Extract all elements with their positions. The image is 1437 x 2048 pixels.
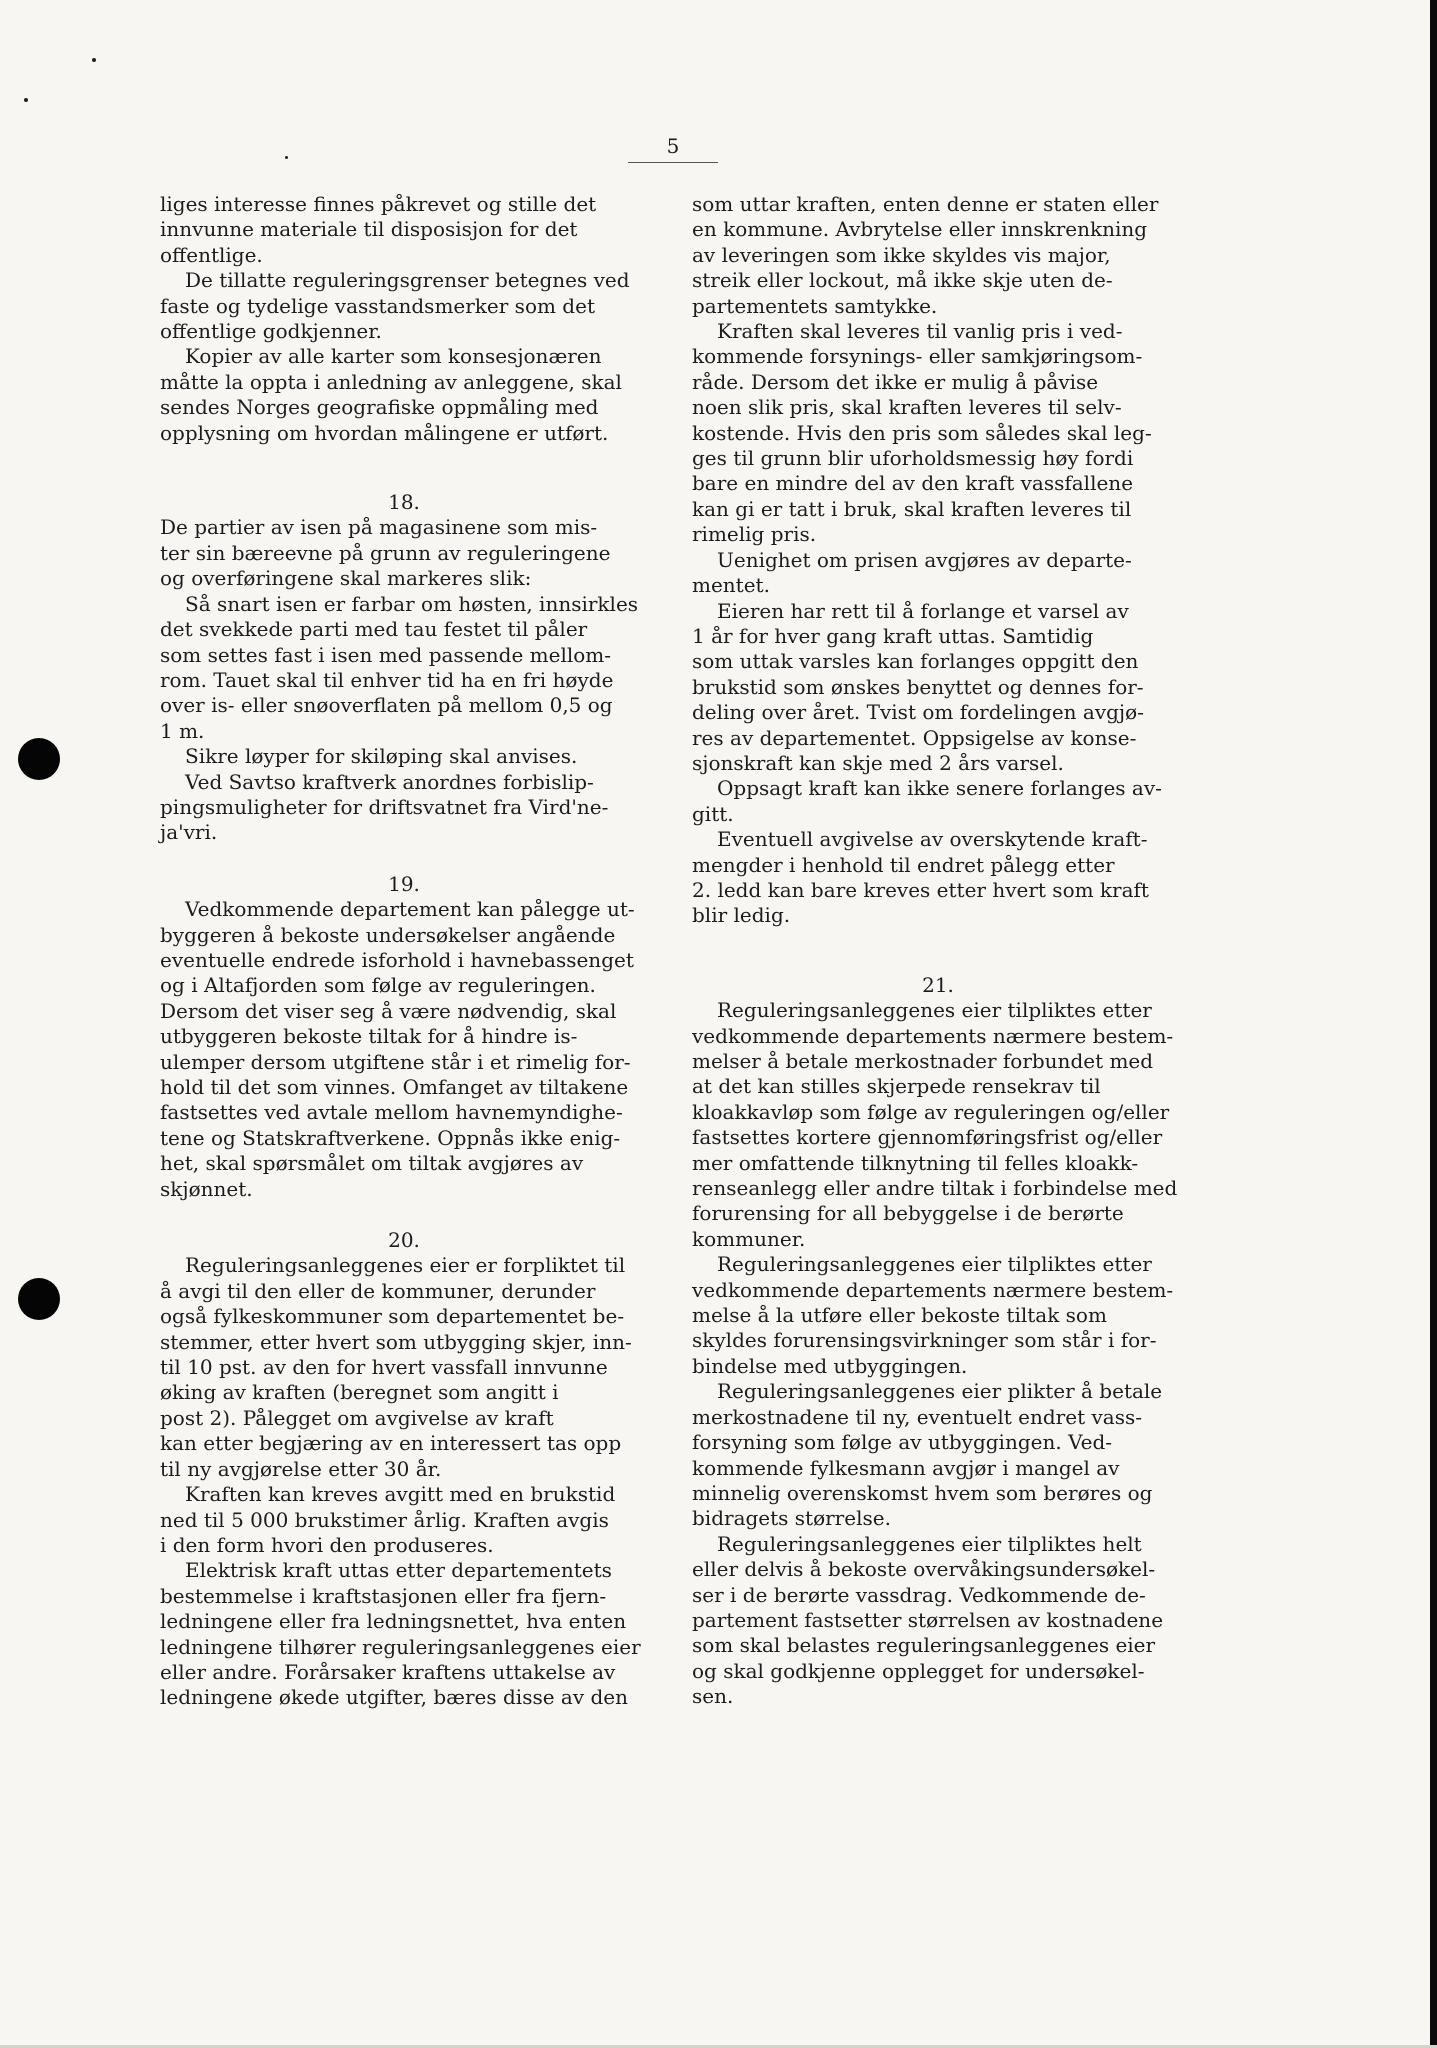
text-line: gitt.: [692, 801, 734, 826]
section-number: 18.: [388, 490, 420, 515]
text-line: mentet.: [692, 573, 770, 598]
text-line: Elektrisk kraft uttas etter departementets: [185, 1558, 612, 1583]
text-line: innvunne materiale til disposisjon for det: [160, 217, 578, 242]
paragraph: [160, 770, 648, 846]
text-line: og overføringene skal markeres slik:: [160, 566, 532, 591]
paragraph: [692, 192, 1184, 319]
text-line: pingsmuligheter for driftsvatnet fra Vird'ne-: [160, 794, 609, 819]
text-line: kostende. Hvis den pris som således skal leg-: [692, 420, 1152, 445]
scan-edge: [1430, 0, 1437, 2048]
text-line: ulemper dersom utgiftene står i et rimelig for-: [160, 1049, 631, 1074]
text-line: bidragets størrelse.: [692, 1506, 891, 1531]
text-line: Kraften skal leveres til vanlig pris i ved-: [717, 319, 1123, 344]
text-line: som skal belastes reguleringsanleggenes eier: [692, 1633, 1156, 1658]
text-line: kommende forsynings- eller samkjøringsom-: [692, 344, 1143, 369]
text-line: over is- eller snøoverflaten på mellom 0,5 og: [160, 693, 613, 718]
text-line: opplysning om hvordan målingene er utført.: [160, 420, 609, 445]
text-line: res av departementet. Oppsigelse av konse-: [692, 725, 1137, 750]
text-line: Reguleringsanleggenes eier plikter å betale: [717, 1379, 1163, 1404]
scan-speck: [24, 98, 28, 102]
text-line: melser å betale merkostnader forbundet med: [692, 1049, 1154, 1073]
text-line: byggeren å bekoste undersøkelser angående: [160, 922, 616, 947]
text-line: brukstid som ønskes benyttet og dennes for-: [692, 674, 1144, 699]
text-line: som uttak varsles kan forlanges oppgitt den: [692, 649, 1139, 674]
text-line: partement fastsetter størrelsen av kostnadene: [692, 1607, 1164, 1632]
text-line: til 10 pst. av den for hvert vassfall innvunne: [160, 1355, 608, 1380]
text-line: mer omfattende tilknytning til felles kloakk-: [692, 1150, 1139, 1175]
text-line: ledningene økede utgifter, bæres disse av den: [160, 1685, 629, 1710]
text-line: det svekkede parti med tau festet til påler: [160, 617, 588, 642]
text-line: bindelse med utbyggingen.: [692, 1353, 968, 1378]
text-line: ledningene eller fra ledningsnettet, hva enten: [160, 1609, 627, 1634]
text-line: øking av kraften (beregnet som angitt i: [160, 1380, 559, 1405]
paragraph: [160, 515, 648, 591]
paragraph: [160, 1253, 648, 1482]
paragraph: [692, 1252, 1184, 1379]
paragraph: [692, 599, 1184, 777]
text-line: som settes fast i isen med passende mellom-: [160, 642, 612, 667]
text-line: kan etter begjæring av en interessert tas opp: [160, 1431, 622, 1456]
paragraph: [160, 744, 648, 769]
page-number: 5: [628, 134, 718, 163]
text-line: Kopier av alle karter som konsesjonæren: [185, 344, 602, 369]
text-line: sendes Norges geografiske oppmåling med: [160, 395, 599, 420]
text-line: kan gi er tatt i bruk, skal kraften leveres til: [692, 496, 1132, 521]
text-line: vedkommende departements nærmere bestem-: [692, 1277, 1174, 1302]
right-column: [692, 192, 1184, 1710]
scan-speck: [92, 58, 96, 62]
text-line: ges til grunn blir uforholdsmessig høy fordi: [692, 446, 1134, 471]
text-line: hold til det som vinnes. Omfanget av tiltakene: [160, 1075, 629, 1099]
text-line: tene og Statskraftverkene. Oppnås ikke enig-: [160, 1125, 621, 1150]
text-line: 1 m.: [160, 718, 205, 743]
text-line: eller andre. Forårsaker kraftens uttakelse av: [160, 1659, 616, 1684]
text-line: het, skal spørsmålet om tiltak avgjøres av: [160, 1151, 584, 1176]
paragraph: [160, 344, 648, 446]
text-line: eller delvis å bekoste overvåkingsundersøkel-: [692, 1557, 1156, 1582]
scan-speck: [285, 156, 288, 159]
text-line: at det kan stilles skjerpede rensekrav til: [692, 1074, 1101, 1099]
text-line: Sikre løyper for skiløping skal anvises.: [185, 744, 578, 769]
text-line: bestemmelse i kraftstasjonen eller fra fjern-: [160, 1583, 607, 1608]
text-line: minnelig overenskomst hvem som berøres og: [692, 1480, 1153, 1505]
text-line: post 2). Pålegget om avgivelse av kraft: [160, 1405, 554, 1430]
text-line: 1 år for hver gang kraft uttas. Samtidig: [692, 623, 1094, 648]
text-line: Oppsagt kraft kan ikke senere forlanges av-: [717, 776, 1162, 801]
text-line: stemmer, etter hvert som utbygging skjer, inn-: [160, 1329, 632, 1354]
text-line: av leveringen som ikke skyldes vis major,: [692, 242, 1111, 267]
paragraph: [692, 548, 1184, 599]
text-line: rimelig pris.: [692, 522, 817, 547]
paragraph: [692, 998, 1184, 1252]
text-line: også fylkeskommuner som departementet be-: [160, 1304, 625, 1329]
text-line: ja'vri.: [160, 820, 218, 845]
paragraph: [692, 1532, 1184, 1710]
left-column: [160, 192, 648, 1711]
text-line: sjonskraft kan skje med 2 års varsel.: [692, 750, 1064, 775]
text-line: å avgi til den eller de kommuner, derunder: [160, 1278, 596, 1303]
text-line: skjønnet.: [160, 1176, 253, 1201]
text-line: Ved Savtso kraftverk anordnes forbislip-: [185, 769, 594, 794]
paragraph: [692, 776, 1184, 827]
text-line: liges interesse finnes påkrevet og stille det: [160, 192, 597, 216]
text-line: fastsettes ved avtale mellom havnemyndighe-: [160, 1100, 623, 1125]
text-line: streik eller lockout, må ikke skje uten de-: [692, 268, 1113, 293]
text-line: ser i de berørte vassdrag. Vedkommende de-: [692, 1582, 1146, 1607]
text-line: Reguleringsanleggenes eier tilpliktes etter: [717, 1252, 1152, 1277]
paragraph: [160, 1558, 648, 1710]
text-line: offentlige.: [160, 242, 263, 267]
text-line: i den form hvori den produseres.: [160, 1532, 494, 1557]
section-number: 21.: [922, 972, 954, 997]
text-line: ned til 5 000 brukstimer årlig. Kraften avgis: [160, 1507, 609, 1532]
text-line: forsyning som følge av utbyggingen. Ved-: [692, 1430, 1113, 1455]
text-line: Kraften kan kreves avgitt med en brukstid: [185, 1482, 616, 1507]
text-line: sen.: [692, 1684, 734, 1709]
text-line: rom. Tauet skal til enhver tid ha en fri høyde: [160, 667, 614, 692]
paragraph: [692, 827, 1184, 929]
section-number: 19.: [388, 871, 420, 896]
text-line: De partier av isen på magasinene som mis-: [160, 515, 598, 540]
punch-hole: [18, 1278, 60, 1320]
paragraph: [160, 1482, 648, 1558]
text-line: faste og tydelige vasstandsmerker som det: [160, 293, 595, 318]
text-line: ledningene tilhører reguleringsanleggenes eier: [160, 1634, 641, 1659]
punch-hole: [18, 738, 60, 780]
text-line: Eieren har rett til å forlange et varsel av: [717, 598, 1129, 623]
text-line: partementets samtykke.: [692, 293, 938, 318]
text-line: fastsettes kortere gjennomføringsfrist og/eller: [692, 1125, 1163, 1150]
text-line: 2. ledd kan bare kreves etter hvert som kraft: [692, 877, 1149, 902]
text-line: Eventuell avgivelse av overskytende kraft-: [717, 827, 1148, 852]
paragraph: [160, 192, 648, 268]
text-line: Reguleringsanleggenes eier tilpliktes etter: [717, 998, 1152, 1023]
text-line: Så snart isen er farbar om høsten, innsirkles: [185, 591, 639, 616]
text-line: Reguleringsanleggenes eier er forpliktet til: [185, 1253, 626, 1278]
text-line: Reguleringsanleggenes eier tilpliktes helt: [717, 1531, 1142, 1556]
text-line: en kommune. Avbrytelse eller innskrenkning: [692, 217, 1148, 242]
text-line: kloakkavløp som følge av reguleringen og/eller: [692, 1099, 1170, 1124]
text-line: De tillatte reguleringsgrenser betegnes ved: [185, 268, 630, 293]
text-line: skyldes forurensingsvirkninger som står i for-: [692, 1328, 1157, 1353]
text-line: bare en mindre del av den kraft vassfallene: [692, 471, 1134, 496]
section-number: 20.: [388, 1228, 420, 1253]
text-line: utbyggeren bekoste tiltak for å hindre is-: [160, 1024, 578, 1049]
text-line: og i Altafjorden som følge av reguleringen.: [160, 973, 596, 998]
text-line: merkostnadene til ny, eventuelt endret vass-: [692, 1404, 1142, 1429]
text-line: renseanlegg eller andre tiltak i forbindelse med: [692, 1176, 1178, 1201]
text-line: ter sin bæreevne på grunn av reguleringene: [160, 540, 611, 565]
text-line: vedkommende departements nærmere bestem-: [692, 1023, 1174, 1048]
text-line: kommende fylkesmann avgjør i mangel av: [692, 1455, 1120, 1480]
text-line: offentlige godkjenner.: [160, 319, 382, 344]
text-line: måtte la oppta i anledning av anleggene, skal: [160, 369, 622, 394]
paragraph: [160, 592, 648, 744]
text-line: kommuner.: [692, 1226, 806, 1251]
text-line: råde. Dersom det ikke er mulig å påvise: [692, 369, 1099, 394]
text-line: noen slik pris, skal kraften leveres til selv-: [692, 395, 1122, 420]
text-line: og skal godkjenne opplegget for undersøkel-: [692, 1658, 1145, 1683]
paragraph: [692, 319, 1184, 548]
text-line: mengder i henhold til endret pålegg etter: [692, 852, 1115, 877]
paragraph: [692, 1379, 1184, 1531]
paragraph: [160, 268, 648, 344]
text-line: Vedkommende departement kan pålegge ut-: [185, 897, 635, 922]
text-line: til ny avgjørelse etter 30 år.: [160, 1456, 442, 1481]
text-line: som uttar kraften, enten denne er staten eller: [692, 192, 1159, 216]
text-line: blir ledig.: [692, 903, 791, 928]
text-line: forurensing for all bebyggelse i de berørte: [692, 1201, 1124, 1226]
text-line: melse å la utføre eller bekoste tiltak som: [692, 1303, 1107, 1328]
text-line: deling over året. Tvist om fordelingen avgjø-: [692, 700, 1144, 725]
text-line: eventuelle endrede isforhold i havnebassenget: [160, 947, 634, 972]
paragraph: [160, 897, 648, 1202]
text-line: Dersom det viser seg å være nødvendig, skal: [160, 998, 617, 1023]
text-line: Uenighet om prisen avgjøres av departe-: [717, 547, 1132, 572]
